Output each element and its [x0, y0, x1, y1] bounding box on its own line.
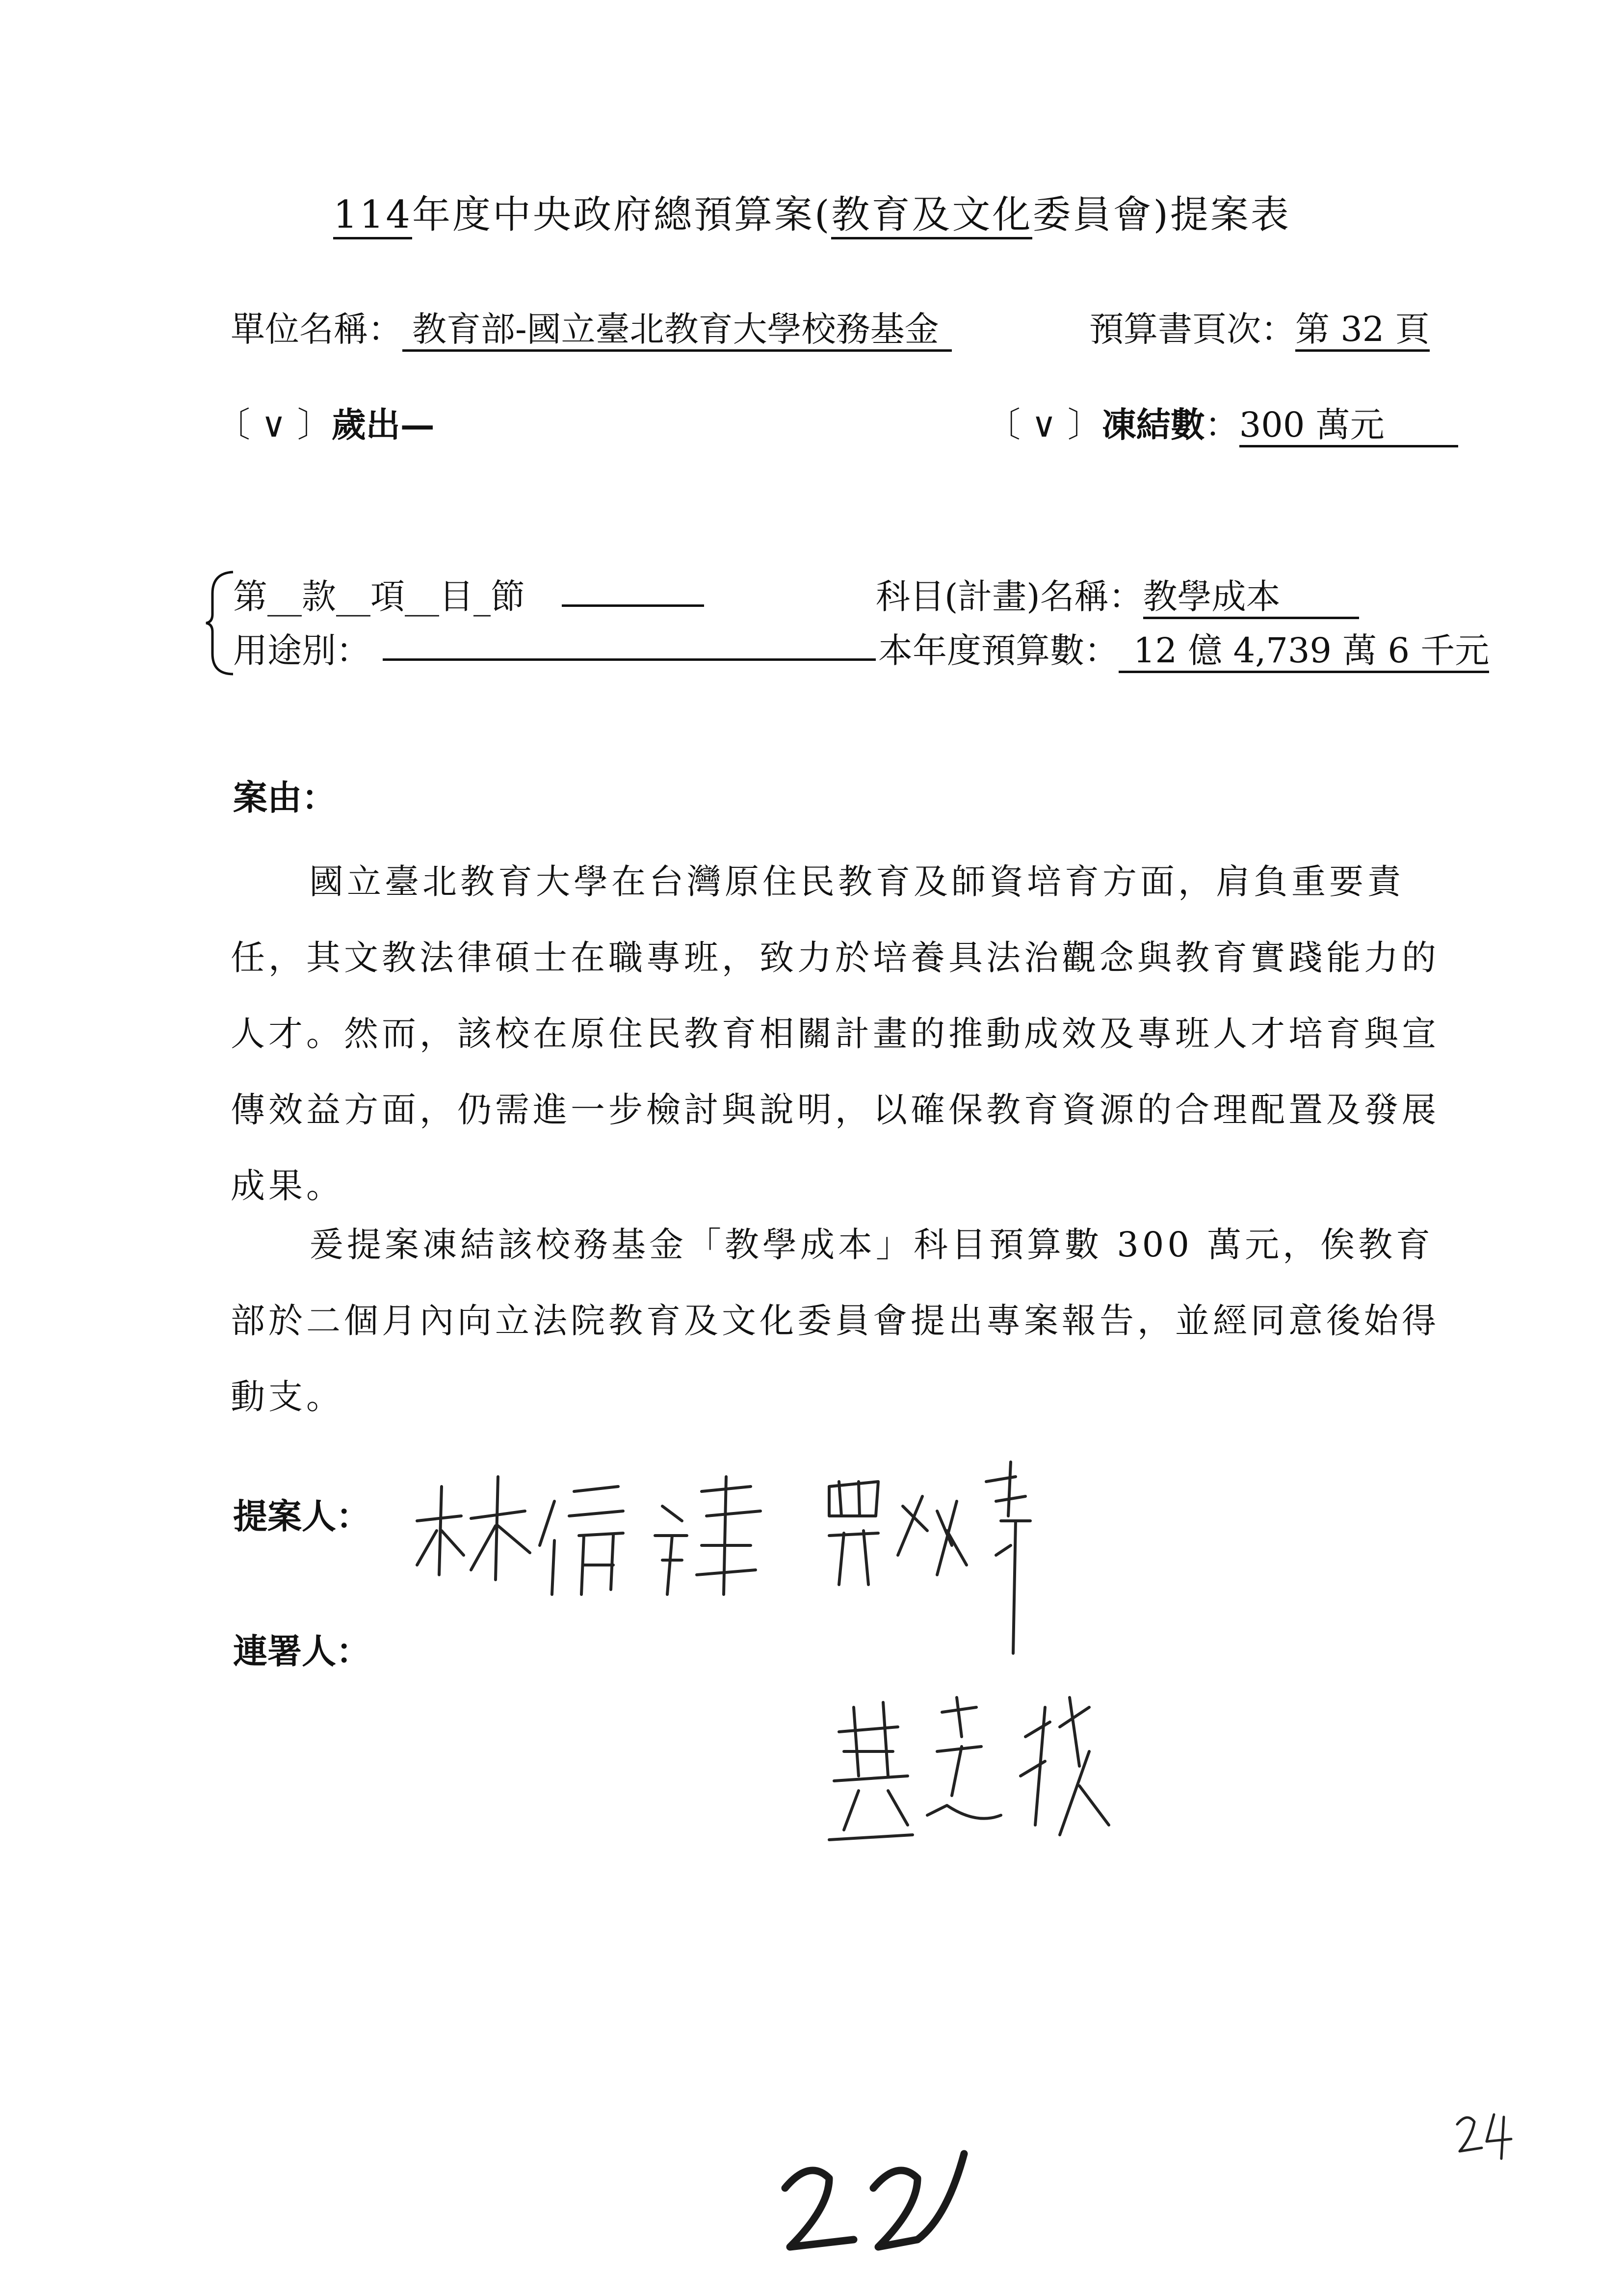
page-number-handwritten [770, 2139, 976, 2257]
unit-value: 教育部-國立臺北教育大學校務基金 [402, 309, 952, 352]
subject-label: 科目(計畫)名稱： [876, 576, 1143, 617]
expense-checkbox: 〔 ∨ 〕 [216, 405, 332, 445]
proposer-label: 提案人： [233, 1496, 370, 1537]
reason-paragraph-1: 國立臺北教育大學在台灣原住民教育及師資培育方面，肩負重要責任，其文教法律碩士在職專班，致力於培養具法治觀念與教育實踐能力的人才。然而，該校在原住民教育相關計畫的推動成效及專班人才培育與宣傳效益方面，仍需進一步檢討與說明，以確保教育資源的合理配置及發展成果。 [231, 861, 1440, 1206]
freeze-check [986, 397, 1458, 447]
budget-value: 12 億 4,739 萬 6 千元 [1119, 630, 1489, 673]
title-committee: 教育及文化 [831, 193, 1032, 239]
reason-paragraph-2: 爰提案凍結該校務基金「教學成本」科目預算數 300 萬元，俟教育部於二個月內向立法院教育及文化委員會提出專案報告，並經同意後始得動支。 [231, 1225, 1440, 1417]
page-ref-value: 第 32 頁 [1295, 309, 1430, 352]
title-text-b: 委員會)提案表 [1032, 193, 1291, 237]
title-year: 114 [333, 193, 412, 239]
freeze-checkbox: 〔 ∨ 〕 [986, 405, 1102, 445]
reason-heading: 案由： [233, 777, 336, 818]
title-text-a: 年度中央政府總預算案( [412, 193, 832, 237]
subject-row [876, 569, 1359, 619]
budget-label: 本年度預算數： [878, 630, 1119, 671]
freeze-value: 300 萬元 [1239, 405, 1458, 447]
proposer-signature [407, 1447, 1143, 1653]
unit-row [231, 302, 952, 351]
section-kuan: 第__款__項__目_節 [233, 576, 525, 617]
form-title [0, 184, 1624, 239]
usage-line [383, 658, 876, 661]
page-ref-label: 預算書頁次： [1089, 309, 1295, 349]
usage-label: 用途別： [233, 630, 370, 671]
section-kuan-line [562, 604, 704, 607]
page-ref [1089, 302, 1430, 351]
unit-label: 單位名稱： [231, 309, 402, 349]
cosigner-signature [814, 1678, 1207, 1874]
subject-value: 教學成本 [1143, 576, 1359, 619]
corner-page-number [1452, 2105, 1521, 2164]
freeze-colon: ： [1205, 405, 1239, 445]
expense-check [216, 397, 435, 447]
cosigner-label: 連署人： [233, 1631, 370, 1671]
budget-row [878, 623, 1489, 673]
expense-label: 歲出— [331, 404, 435, 445]
freeze-label: 凍結數 [1101, 404, 1205, 445]
